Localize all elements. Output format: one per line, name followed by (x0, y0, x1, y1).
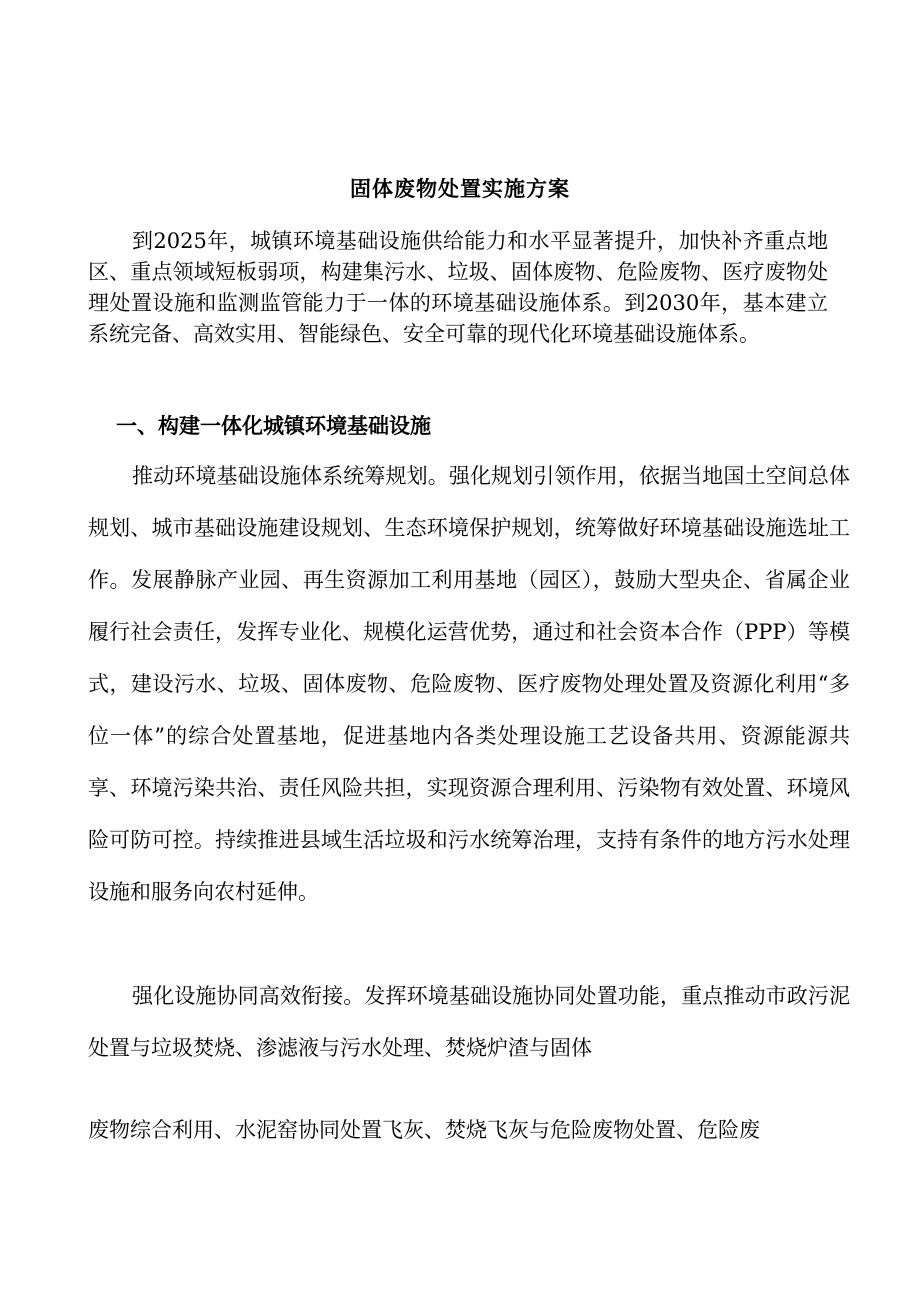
document-title: 固体废物处置实施方案 (350, 176, 570, 201)
intro-paragraph: 到2025年，城镇环境基础设施供给能力和水平显著提升，加快补齐重点地区、重点领域短板弱项，构建集污水、垃圾、固体废物、危险废物、医疗废物处理处置设施和监测监管能力于一体的环境基础设施体系。到2030年，基本建立系统完备、高效实用、智能绿色、安全可靠的现代化环境基础设施体系。 (88, 229, 828, 346)
section-heading: 一、构建一体化城镇环境基础设施 (116, 413, 431, 438)
body-paragraph-coordination: 强化设施协同高效衔接。发挥环境基础设施协同处置功能，重点推动市政污泥处置与垃圾焚烧、渗滤液与污水处理、焚烧炉渣与固体 (88, 984, 850, 1060)
body-paragraph-planning: 推动环境基础设施体系统筹规划。强化规划引领作用，依据当地国土空间总体规划、城市基础设施建设规划、生态环境保护规划，统筹做好环境基础设施选址工作。发展静脉产业园、再生资源加工利用基地（园区），鼓励大型央企、省属企业履行社会责任，发挥专业化、规模化运营优势，通过和社会资本合作（PPP）等模式，建设污水、垃圾、固体废物、危险废物、医疗废物处理处置及资源化利用“多位一体”的综合处置基地，促进基地内各类处理设施工艺设备共用、资源能源共享、环境污染共治、责任风险共担，实现资源合理利用、污染物有效处置、环境风险可防可控。持续推进县域生活垃圾和污水统筹治理，支持有条件的地方污水处理设施和服务向农村延伸。 (88, 464, 850, 904)
body-paragraph-continuation: 废物综合利用、水泥窑协同处置飞灰、焚烧飞灰与危险废物处置、危险废 (88, 1118, 760, 1142)
